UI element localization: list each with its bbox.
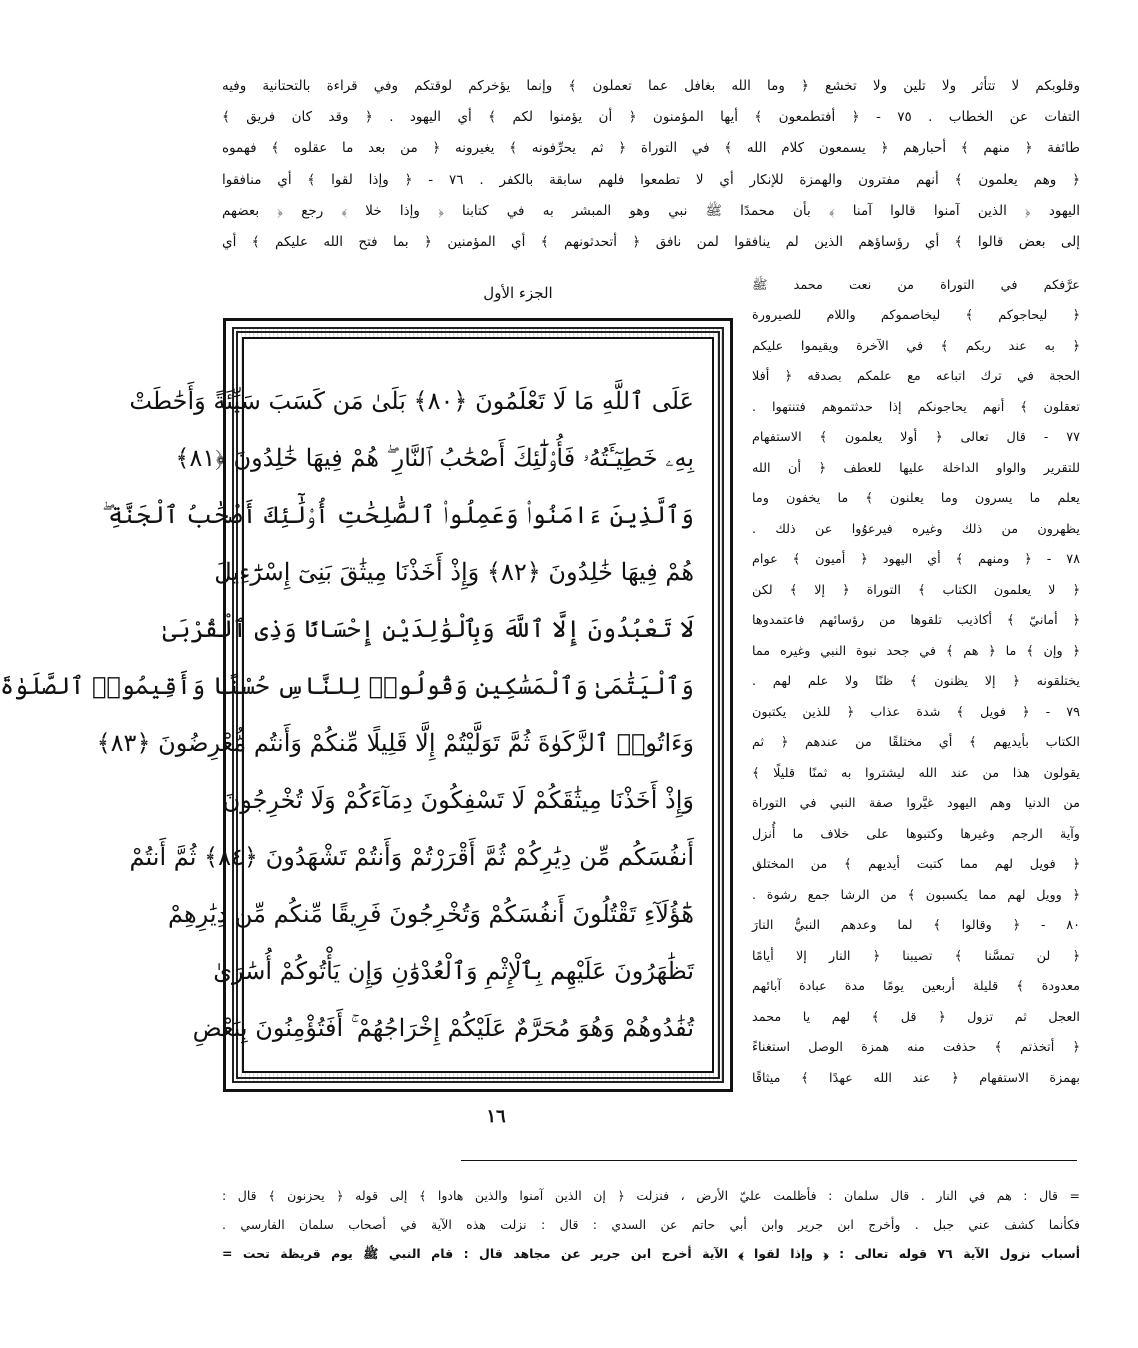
quran-line: وَإِذْ أَخَذْنَا مِيثَٰقَكُمْ لَا تَسْفِكُونَ دِمَآءَكُمْ وَلَا تُخْرِجُونَ [222,786,694,814]
juz-header: الجزء الأول [483,284,553,302]
quran-line: وَءَاتُوا۟ ٱلزَّكَوٰةَ ثُمَّ تَوَلَّيْتُمْ إِلَّا قَلِيلًا مِّنكُمْ وَأَنتُم مُّعْرِضُونَ ﴿٨٣﴾ [96,729,694,757]
quran-line: هُمْ فِيهَا خَٰلِدُونَ ﴿٨٢﴾ وَإِذْ أَخَذْنَا مِيثَٰقَ بَنِىٓ إِسْرَٰٓءِيلَ [214,558,694,586]
quran-line: بِهِۦ خَطِيٓـَٔتُهُۥ فَأُو۟لَٰٓئِكَ أَصْحَٰبُ ٱلنَّارِ ۖ هُمْ فِيهَا خَٰلِدُونَ ﴿٨١﴾ [175,444,694,472]
commentary-line: ﴿ فويل لهم مما كتبت أيديهم ﴾ من المختلق [752,857,1080,872]
quran-line: تُفَٰدُوهُمْ وَهُوَ مُحَرَّمٌ عَلَيْكُمْ إِخْرَاجُهُمْ ۚ أَفَتُؤْمِنُونَ بِبَعْضِ [192,1014,694,1042]
quran-line: هَٰٓؤُلَآءِ تَقْتُلُونَ أَنفُسَكُمْ وَتُخْرِجُونَ فَرِيقًا مِّنكُم مِّن دِيَٰرِهِمْ [168,900,694,928]
commentary-line: ﴿ لا يعلمون الكتاب ﴾ التوراة ﴿ إلا ﴾ لكن [752,583,1080,598]
commentary-line: ﴿ ليحاجوكم ﴾ ليخاصموكم واللام للصيرورة [752,308,1080,323]
commentary-line: الحجة في ترك اتباعه مع علمكم بصدقه ﴿ أفلا [752,369,1080,384]
commentary-line: طائفة ﴿ منهم ﴾ أحبارهم ﴿ يسمعون كلام الله ﴾ في التوراة ﴿ ثم يحرِّفونه ﴾ يغيرونه ﴿ من بعد ما عقلوه ﴾ فهموه [222,140,1080,156]
quran-line: تَظَٰهَرُونَ عَلَيْهِم بِٱلْإِثْمِ وَٱلْعُدْوَٰنِ وَإِن يَأْتُوكُمْ أُسَٰرَىٰ [213,957,694,985]
commentary-line: اليهود ﴿ الذين آمنوا قالوا آمنا ﴾ بأن محمدًا ﷺ نبي وهو المبشر به في كتابنا ﴿ وإذا خلا ﴾ رجع ﴿ بعضهم [222,203,1080,219]
footnote-divider [461,1160,1077,1161]
commentary-line: ﴿ أمانيّ ﴾ أكاذيب تلقوها من رؤسائهم فاعتمدوها [752,613,1080,628]
commentary-line: التفات عن الخطاب . ٧٥ - ﴿ أفتطمعون ﴾ أيها المؤمنون ﴿ أن يؤمنوا لكم ﴾ أي اليهود . ﴿ وقد كان فريق ﴾ [222,109,1080,125]
commentary-line: ٧٧ - قال تعالى ﴿ أولا يعلمون ﴾ الاستفهام [752,430,1080,445]
commentary-line: ﴿ وويل لهم مما يكسبون ﴾ من الرشا جمع رشوة . [752,888,1080,903]
quran-line: وَٱلْيَتَٰمَىٰ وَٱلْمَسَٰكِينِ وَقُولُوا۟ لِلنَّاسِ حُسْنًا وَأَقِيمُوا۟ ٱلصَّلَوٰةَ [0,672,694,700]
commentary-line: بهمزة الاستفهام ﴿ عند الله عهدًا ﴾ ميثاقًا [752,1071,1080,1086]
footnote-line: فكأنما كشف عني جبل . وأخرج ابن جرير وابن أبي حاتم عن السدي : قال : نزلت هذه الآية في أصحاب سلمان الفارسي . [222,1217,1080,1232]
ornamental-border [0,327,724,1083]
commentary-line: يقولون هذا من عند الله ليشتروا به ثمنًا قليلًا ﴾ [752,766,1080,781]
quran-text-panel [0,337,714,1073]
quran-line: أَنفُسَكُم مِّن دِيَٰرِكُمْ ثُمَّ أَقْرَرْتُمْ وَأَنتُمْ تَشْهَدُونَ ﴿٨٤﴾ ثُمَّ أَنتُمْ [129,843,694,871]
footnote-line: = قال : هم في النار . قال سلمان : فأظلمت عليّ الأرض ، فنزلت ﴿ إن الذين آمنوا والذين هادوا ﴾ إلى قوله ﴿ يحزنون ﴾ قال : [222,1188,1080,1203]
commentary-line: العجل ثم تزول ﴿ قل ﴾ لهم يا محمد [752,1010,1080,1025]
quran-frame [0,318,733,1092]
commentary-line: عرَّفكم في التوراة من نعت محمد ﷺ [752,278,1080,293]
commentary-line: معدودة ﴾ قليلة أربعين يومًا مدة عبادة آبائهم [752,979,1080,994]
commentary-line: تعقلون ﴾ أنهم يحاجونكم إذا حدثتموهم فتنتهوا . [752,400,1080,415]
commentary-line: ﴿ وهم يعلمون ﴾ أنهم مفترون والهمزة للإنكار أي لا تطمعوا فلهم سابقة بالكفر . ٧٦ - ﴿ وإذا لقوا ﴾ أي منافقوا [222,172,1080,188]
commentary-line: ٧٩ - ﴿ فويل ﴾ شدة عذاب ﴿ للذين يكتبون [752,705,1080,720]
commentary-line: ﴿ وإن ﴾ ما ﴿ هم ﴾ في جحد نبوة النبي وغيره مما [752,644,1080,659]
commentary-line: وقلوبكم لا تتأثر ولا تلين ولا تخشع ﴿ وما الله بغافل عما تعملون ﴾ وإنما يؤخركم لوقتكم وفي قراءة بالتحتانية وفيه [222,78,1080,94]
commentary-line: يختلقونه ﴿ إلا يظنون ﴾ ظنًا ولا علم لهم . [752,674,1080,689]
quran-line: وَٱلَّذِينَ ءَامَنُوا۟ وَعَمِلُوا۟ ٱلصَّٰلِحَٰتِ أُو۟لَٰٓئِكَ أَصْحَٰبُ ٱلْجَنَّةِ ۖ [102,501,694,529]
commentary-line: الكتاب بأيديهم ﴾ أي مختلقًا من عندهم ﴿ ثم [752,735,1080,750]
page-number: ١٦ [486,1106,506,1127]
commentary-line: ﴿ به عند ربكم ﴾ في الآخرة ويقيموا عليكم [752,339,1080,354]
commentary-line: ٧٨ - ﴿ ومنهم ﴾ أي اليهود ﴿ أميون ﴾ عوام [752,552,1080,567]
commentary-line: ﴿ لن تمسَّنا ﴾ تصيبنا ﴿ النار إلا أيامًا [752,949,1080,964]
commentary-line: من الدنيا وهم اليهود غيَّروا صفة النبي في التوراة [752,796,1080,811]
commentary-line: إلى بعض قالوا ﴾ أي رؤساؤهم الذين لم ينافقوا لمن نافق ﴿ أتحدثونهم ﴾ أي المؤمنين ﴿ بما فتح الله عليكم ﴾ أي [222,234,1080,250]
footnote-line: أسباب نزول الآية ٧٦ قوله تعالى : ﴿ وإذا لقوا ﴾ الآية أخرج ابن جرير عن مجاهد قال : قام النبي ﷺ يوم قريظة تحت = [222,1246,1080,1261]
commentary-line: للتقرير والواو الداخلة عليها للعطف ﴿ أن الله [752,461,1080,476]
commentary-line: ﴿ أتخذتم ﴾ حذفت منه همزة الوصل استغناءً [752,1040,1080,1055]
quran-line: لَا تَعْبُدُونَ إِلَّا ٱللَّهَ وَبِٱلْوَٰلِدَيْنِ إِحْسَانًا وَذِى ٱلْقُرْبَىٰ [162,615,694,643]
commentary-line: ٨٠ - ﴿ وقالوا ﴾ لما وعدهم النبيُّ النارَ [752,918,1080,933]
commentary-line: يظهرون من ذلك وغيره فيرعوُوا عن ذلك . [752,522,1080,537]
commentary-line: وآية الرجم وغيرها وكتبوها على خلاف ما أُنزل [752,827,1080,842]
commentary-line: يعلم ما يسرون وما يعلنون ﴾ ما يخفون وما [752,491,1080,506]
quran-line: عَلَى ٱللَّهِ مَا لَا تَعْلَمُونَ ﴿٨٠﴾ بَلَىٰ مَن كَسَبَ سَيِّئَةً وَأَحَٰطَتْ [129,387,694,415]
